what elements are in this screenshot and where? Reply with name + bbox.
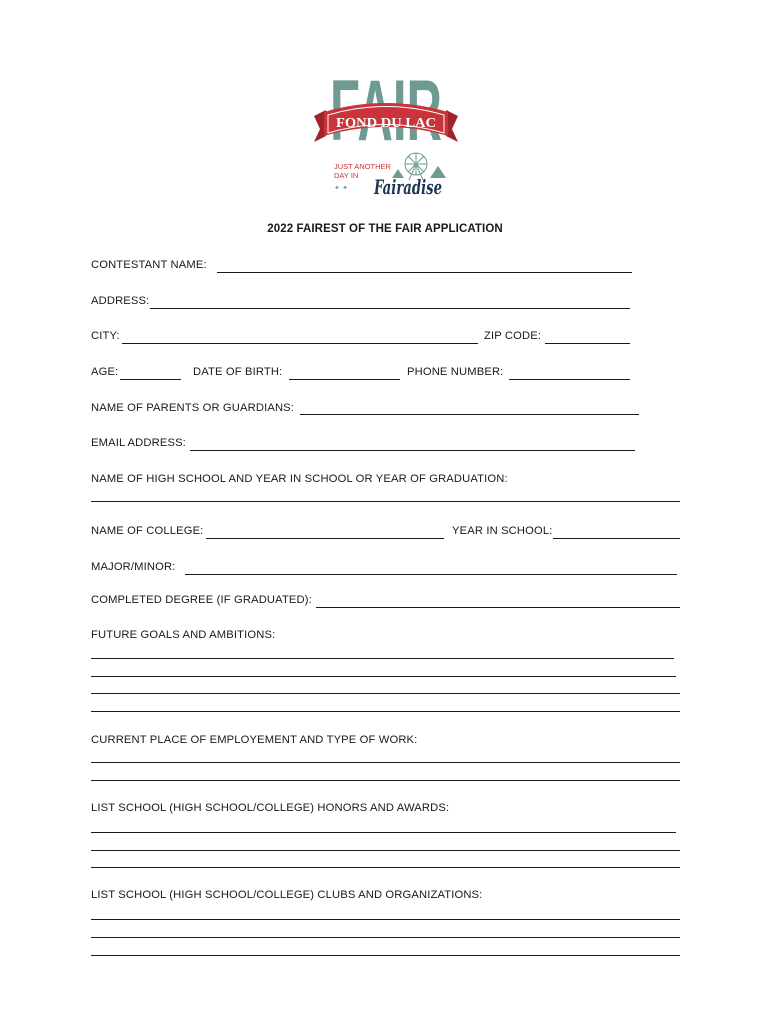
parents-guardians-field[interactable] [300, 414, 639, 415]
logo-script: Fairadise [373, 175, 442, 199]
year-in-school-label: YEAR IN SCHOOL: [452, 525, 553, 537]
employment-line-1[interactable] [91, 762, 680, 763]
clubs-organizations-line-1[interactable] [91, 919, 680, 920]
date-of-birth-label: DATE OF BIRTH: [193, 366, 283, 378]
clubs-organizations-line-2[interactable] [91, 937, 680, 938]
completed-degree-field[interactable] [316, 607, 680, 608]
high-school-label: NAME OF HIGH SCHOOL AND YEAR IN SCHOOL OR YEAR OF GRADUATION: [91, 473, 508, 485]
honors-awards-line-2[interactable] [91, 850, 680, 851]
date-of-birth-field[interactable] [289, 379, 400, 380]
logo-tagline-1: JUST ANOTHER [334, 162, 391, 171]
major-minor-label: MAJOR/MINOR: [91, 561, 176, 573]
phone-number-field[interactable] [509, 379, 630, 380]
future-goals-label: FUTURE GOALS AND AMBITIONS: [91, 629, 276, 641]
college-field[interactable] [206, 538, 444, 539]
contestant-name-label: CONTESTANT NAME: [91, 259, 207, 271]
honors-awards-line-3[interactable] [91, 867, 680, 868]
future-goals-line-4[interactable] [91, 711, 680, 712]
fair-logo-graphic [312, 52, 460, 200]
honors-awards-label: LIST SCHOOL (HIGH SCHOOL/COLLEGE) HONORS AND AWARDS: [91, 802, 450, 814]
honors-awards-line-1[interactable] [91, 832, 676, 833]
city-field[interactable] [122, 343, 478, 344]
phone-number-label: PHONE NUMBER: [407, 366, 504, 378]
high-school-field[interactable] [91, 501, 680, 502]
address-label: ADDRESS: [91, 295, 150, 307]
employment-line-2[interactable] [91, 780, 680, 781]
year-in-school-field[interactable] [553, 538, 680, 539]
employment-label: CURRENT PLACE OF EMPLOYEMENT AND TYPE OF WORK: [91, 734, 418, 746]
email-address-label: EMAIL ADDRESS: [91, 437, 186, 449]
logo-tagline-2: DAY IN [334, 171, 359, 180]
future-goals-line-1[interactable] [91, 658, 674, 659]
clubs-organizations-line-3[interactable] [91, 955, 680, 956]
major-minor-field[interactable] [185, 574, 677, 575]
age-field[interactable] [120, 379, 181, 380]
parents-guardians-label: NAME OF PARENTS OR GUARDIANS: [91, 402, 295, 414]
city-label: CITY: [91, 330, 120, 342]
fond-du-lac-fair-logo [312, 52, 460, 200]
zip-code-label: ZIP CODE: [484, 330, 542, 342]
form-title: 2022 FAIREST OF THE FAIR APPLICATION [267, 223, 503, 235]
clubs-organizations-label: LIST SCHOOL (HIGH SCHOOL/COLLEGE) CLUBS AND ORGANIZATIONS: [91, 889, 483, 901]
future-goals-line-2[interactable] [91, 676, 676, 677]
svg-text:✦ ✦: ✦ ✦ [334, 184, 348, 192]
contestant-name-field[interactable] [217, 272, 632, 273]
completed-degree-label: COMPLETED DEGREE (IF GRADUATED): [91, 594, 312, 606]
future-goals-line-3[interactable] [91, 693, 680, 694]
logo-banner: FOND DU LAC [336, 116, 436, 131]
zip-code-field[interactable] [545, 343, 630, 344]
college-label: NAME OF COLLEGE: [91, 525, 204, 537]
age-label: AGE: [91, 366, 119, 378]
address-field[interactable] [150, 308, 630, 309]
email-address-field[interactable] [190, 450, 635, 451]
